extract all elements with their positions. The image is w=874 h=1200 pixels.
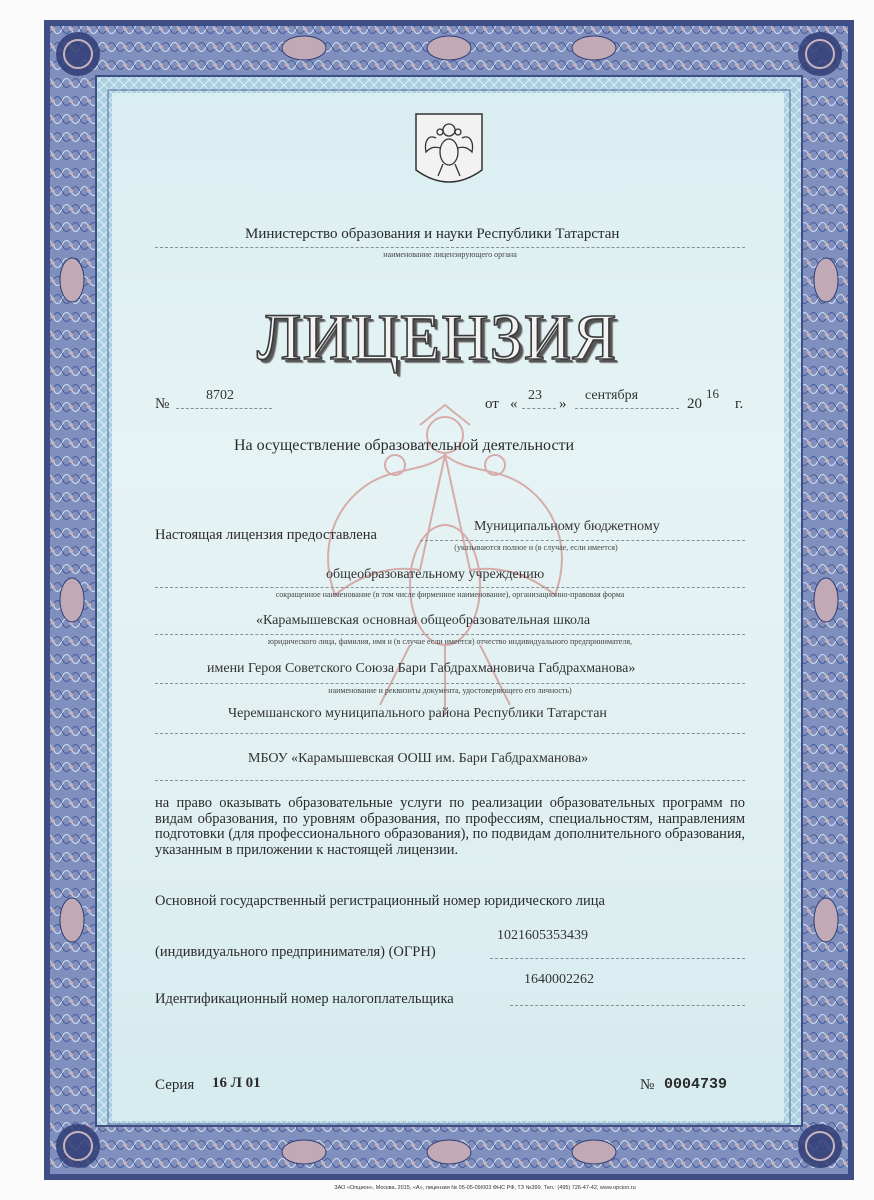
- ogrn-line: [490, 958, 745, 959]
- ogrn-label2: (индивидуального предпринимателя) (ОГРН): [155, 944, 436, 960]
- holder-line4: имени Героя Советского Союза Бари Габдрахмановича Габдрахманова»: [207, 661, 636, 676]
- printer-footer: ЗАО «Опцион», Москва, 2015, «А», лицензия № 05-05-09/003 ФНС РФ, ТЗ №399. Тел.: (495) 726-47-42, www.opcion.ru: [334, 1185, 636, 1191]
- holder-line6: МБОУ «Карамышевская ООШ им. Бари Габдрахманова»: [248, 751, 589, 766]
- ogrn-label1: Основной государственный регистрационный номер юридического лица: [155, 893, 605, 909]
- year-unit: г.: [735, 396, 744, 412]
- document-title: ЛИЦЕНЗИЯ: [256, 301, 618, 374]
- holder-rule1: [420, 540, 745, 541]
- authority-name: Министерство образования и науки Республики Татарстан: [245, 226, 620, 242]
- activity-heading: На осуществление образовательной деятельности: [234, 437, 575, 454]
- number-label: №: [155, 396, 170, 412]
- license-day: 23: [528, 388, 542, 403]
- blank-number-label: №: [640, 1077, 655, 1093]
- holder-rule2: [155, 587, 745, 588]
- holder-caption3: юридического лица, фамилия, имя и (в случае если имеется) отчество индивидуального предпринимателя,: [267, 637, 633, 646]
- holder-caption2: сокращенное наименование (в том числе фирменное наименование), организационно-правовая форма: [275, 590, 625, 599]
- inn-label: Идентификационный номер налогоплательщика: [155, 991, 454, 1007]
- year-prefix: 20: [687, 396, 702, 412]
- inn-value: 1640002262: [524, 972, 594, 987]
- authority-caption: наименование лицензирующего органа: [383, 250, 517, 259]
- coat-of-arms-icon: [414, 112, 484, 194]
- authority-line: [155, 247, 745, 248]
- series-value: 16 Л 01: [212, 1075, 261, 1091]
- ogrn-value: 1021605353439: [497, 928, 588, 943]
- license-number: 8702: [206, 388, 234, 403]
- holder-caption1: (указываются полное и (в случае, если имеется): [454, 543, 618, 552]
- rights-paragraph: на право оказывать образовательные услуги по реализации образовательных программ по видам образования, по уровням образования, по профессиям, специальностям, направлениям подготовки (для профессионального образования), по подвидам дополнительного образования, указанным в приложении к настоящей лицензии.: [155, 795, 745, 858]
- inn-line: [510, 1005, 745, 1006]
- holder-rule3: [155, 634, 745, 635]
- quote-close: »: [559, 396, 567, 412]
- blank-number-value: 0004739: [664, 1076, 728, 1093]
- holder-label: Настоящая лицензия предоставлена: [155, 527, 377, 543]
- series-label: Серия: [155, 1077, 195, 1093]
- day-line: [522, 408, 556, 409]
- date-prefix: от: [485, 396, 499, 412]
- month-line: [575, 408, 679, 409]
- license-month: сентября: [585, 388, 639, 403]
- holder-rule5: [155, 733, 745, 734]
- holder-line1: Муниципальному бюджетному: [474, 519, 660, 534]
- holder-rule4: [155, 683, 745, 684]
- number-line: [176, 408, 272, 409]
- holder-line5: Черемшанского муниципального района Республики Татарстан: [228, 706, 607, 721]
- holder-rule6: [155, 780, 745, 781]
- holder-caption4: наименование и реквизиты документа, удостоверяющего его личность): [328, 686, 572, 695]
- quote-open: «: [510, 396, 518, 412]
- holder-line3: «Карамышевская основная общеобразовательная школа: [256, 613, 591, 628]
- year-suffix: 16: [706, 386, 719, 401]
- holder-line2: общеобразовательному учреждению: [326, 567, 545, 582]
